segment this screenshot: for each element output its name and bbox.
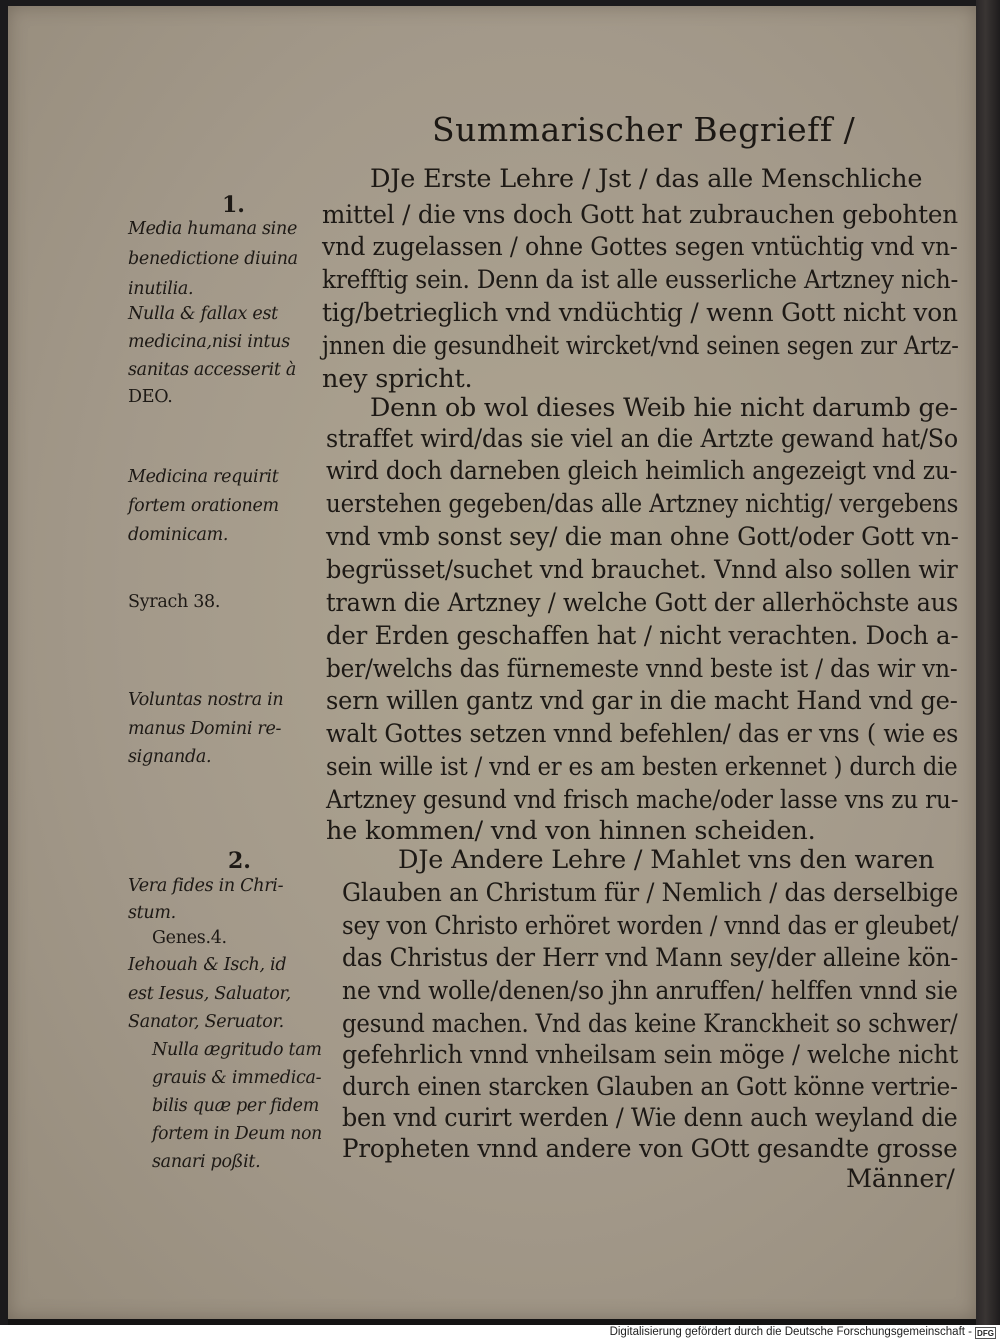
text-line: vnd vmb sonst sey/ die man ohne Gott/oder Gott vn-: [326, 522, 959, 552]
margin-note-line: inutilia.: [128, 279, 194, 299]
text-line: krefftig sein. Denn da ist alle eusserliche Artzney nich-: [322, 265, 959, 295]
margin-note-line: DEO.: [128, 387, 173, 407]
margin-note-line: Genes.4.: [152, 928, 227, 948]
text-line: durch einen starcken Glauben an Gott könne vertrie-: [342, 1072, 958, 1102]
margin-note-line: dominicam.: [128, 525, 229, 545]
text-line: DJe Andere Lehre / Mahlet vns den waren: [398, 845, 935, 875]
text-line: walt Gottes setzen vnnd befehlen/ das er vns ( wie es: [326, 719, 959, 749]
footer-credit: Digitalisierung gefördert durch die Deutsche Forschungsgemeinschaft -: [609, 1326, 972, 1338]
margin-note-line: Nulla ægritudo tam: [152, 1040, 322, 1060]
text-line: ben vnd curirt werden / Wie denn auch weyland die: [342, 1103, 958, 1133]
page-heading: Summarischer Begrieff /: [432, 110, 856, 149]
text-line: Glauben an Christum für / Nemlich / das derselbige: [342, 878, 959, 908]
text-line: straffet wird/das sie viel an die Artzte gewand hat/So: [326, 424, 959, 454]
margin-note-line: Voluntas nostra in: [128, 690, 284, 710]
text-line: Denn ob wol dieses Weib hie nicht darumb ge-: [370, 393, 958, 423]
margin-number: 2.: [228, 848, 251, 874]
margin-note-line: fortem orationem: [128, 496, 279, 516]
text-line: sey von Christo erhöret worden / vnnd das er gleubet/: [342, 911, 959, 941]
margin-note-line: grauis & immedica-: [152, 1068, 322, 1088]
margin-note-line: Iehouah & Isch, id: [128, 955, 287, 975]
text-line: gefehrlich vnnd vnheilsam sein möge / welche nicht: [342, 1040, 959, 1070]
page-edge: [976, 0, 1000, 1325]
margin-number: 1.: [222, 192, 245, 218]
margin-note-line: sanari poßit.: [152, 1152, 261, 1172]
text-line: uerstehen gegeben/das alle Artzney nichtig/ vergebens: [326, 489, 959, 519]
text-line: Artzney gesund vnd frisch mache/oder lasse vns zu ru-: [326, 785, 959, 815]
margin-note-line: Nulla & fallax est: [128, 304, 278, 324]
margin-note-line: medicina,nisi intus: [128, 332, 290, 352]
margin-note-line: bilis quæ per fidem: [152, 1096, 320, 1116]
text-line: gesund machen. Vnd das keine Kranckheit so schwer/: [342, 1009, 958, 1039]
text-line: wird doch darneben gleich heimlich angezeigt vnd zu-: [326, 456, 958, 486]
margin-note-line: benedictione diuina: [128, 249, 298, 269]
margin-note-line: Medicina requirit: [128, 467, 279, 487]
margin-note-line: est Iesus, Saluator,: [128, 984, 291, 1004]
text-line: sern willen gantz vnd gar in die macht Hand vnd ge-: [326, 686, 958, 716]
margin-note-line: manus Domini re-: [128, 719, 282, 739]
text-line: sein wille ist / vnd er es am besten erkennet ) durch die: [326, 752, 958, 782]
margin-note-line: signanda.: [128, 747, 212, 767]
margin-note-line: fortem in Deum non: [152, 1124, 322, 1144]
margin-note-line: sanitas accesserit à: [128, 360, 296, 380]
text-line: Propheten vnnd andere von GOtt gesandte grosse: [342, 1134, 958, 1164]
margin-note-line: stum.: [128, 903, 176, 923]
margin-note-line: Sanator, Seruator.: [128, 1012, 284, 1032]
dfg-logo: DFG: [975, 1327, 996, 1339]
text-line: jnnen die gesundheit wircket/vnd seinen segen zur Artz-: [322, 331, 959, 361]
text-line: ney spricht.: [322, 364, 473, 394]
text-line: DJe Erste Lehre / Jst / das alle Menschliche: [370, 164, 923, 194]
text-line: trawn die Artzney / welche Gott der allerhöchste aus: [326, 588, 959, 618]
text-line: tig/betrieglich vnd vndüchtig / wenn Gott nicht von: [322, 298, 958, 328]
text-line: begrüsset/suchet vnd brauchet. Vnnd also sollen wir: [326, 555, 958, 585]
margin-note-line: Vera fides in Chri-: [128, 876, 284, 896]
text-line: he kommen/ vnd von hinnen scheiden.: [326, 816, 816, 846]
text-line: das Christus der Herr vnd Mann sey/der alleine kön-: [342, 943, 959, 973]
margin-note-line: Syrach 38.: [128, 592, 221, 612]
text-line: mittel / die vns doch Gott hat zubrauchen gebohten: [322, 200, 958, 230]
text-line: ne vnd wolle/denen/so jhn anruffen/ helffen vnnd sie: [342, 976, 958, 1006]
text-line: Männer/: [846, 1164, 955, 1194]
margin-note-line: Media humana sine: [128, 219, 298, 239]
text-line: ber/welchs das fürnemeste vnnd beste ist / das wir vn-: [326, 654, 958, 684]
text-line: vnd zugelassen / ohne Gottes segen vntüchtig vnd vn-: [322, 232, 958, 262]
text-line: der Erden geschaffen hat / nicht verachten. Doch a-: [326, 621, 959, 651]
